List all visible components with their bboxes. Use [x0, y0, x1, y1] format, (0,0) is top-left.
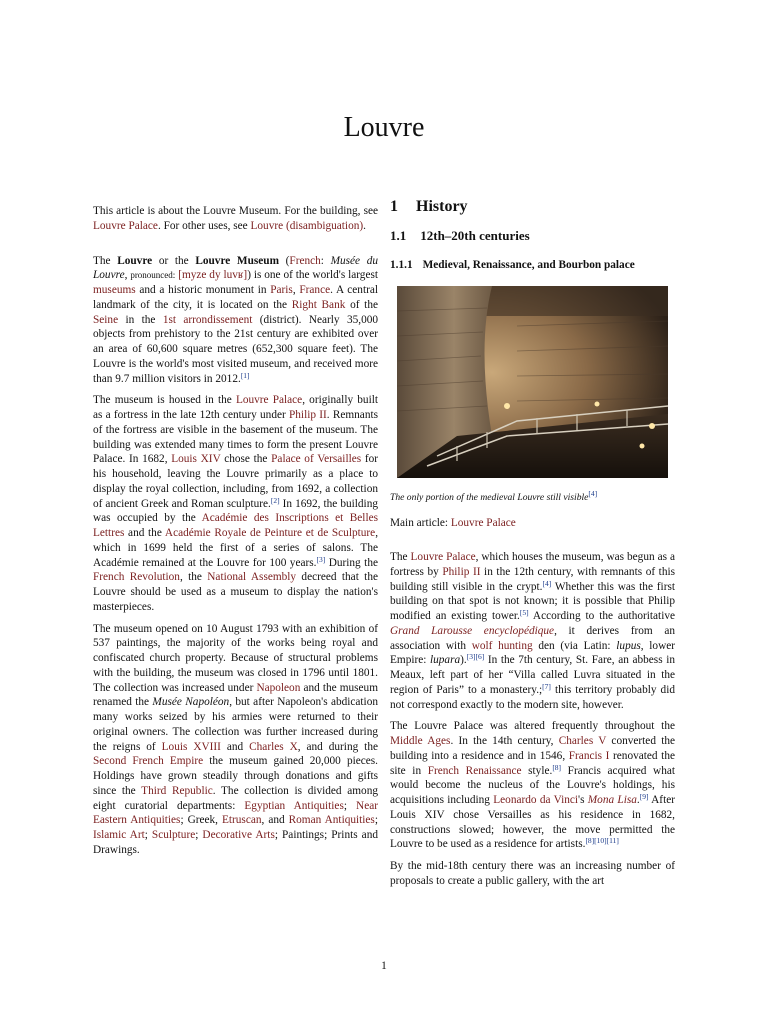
intro-paragraph: The Louvre or the Louvre Museum (French: Musée du Louvre, pronounced: [myze dy luvʁ]) is one of the world's largest museums and a historic monument in Paris, France. A central landmark of the city, it is located on the Right Bank of the Seine in the 1st arrondissement (district). Nearly 35,000 objects from prehistory to the 21st century are exhibited over an area of 60,600 square metres (652,300 square feet). The Louvre is the world's most visited museum, and received more than 9.7 million visitors in 2012.[1]	[93, 254, 379, 385]
link-charles-x[interactable]: Charles X	[249, 740, 298, 753]
ref-8[interactable]: [8]	[552, 762, 562, 772]
link-french[interactable]: French	[289, 254, 321, 267]
ref-8-10-11[interactable]: [8][10][11]	[585, 836, 619, 846]
link-louis-xiv[interactable]: Louis XIV	[171, 453, 221, 466]
subsubsection-heading-medieval: 1.1.1 Medieval, Renaissance, and Bourbon palace	[390, 258, 635, 271]
ref-7[interactable]: [7]	[542, 681, 551, 691]
main-article-note: Main article: Louvre Palace	[390, 517, 516, 530]
ref-3-6[interactable]: [3][6]	[466, 652, 485, 662]
link-egyptian-antiquities[interactable]: Egyptian Antiquities	[244, 799, 344, 812]
link-french-revolution[interactable]: French Revolution	[93, 571, 180, 584]
link-francis-i[interactable]: Francis I	[568, 749, 610, 762]
link-right-bank[interactable]: Right Bank	[291, 298, 346, 311]
right-column	[390, 200, 675, 896]
link-louvre-palace-3[interactable]: Louvre Palace	[410, 551, 476, 563]
link-leonardo-da-vinci[interactable]: Leonardo da Vinci	[493, 794, 579, 806]
palace-paragraph: The museum is housed in the Louvre Palace, originally built as a fortress in the late 12th century under Philip II. Remnants of the fortress are visible in the basement of the museum. The building was extended many times to form the present Louvre Palace. In 1682, Louis XIV chose the Palace of Versailles for his household, leaving the Louvre primarily as a place to display the royal collection, including, from 1692, a collection of ancient Greek and Roman sculpture.[2] In 1692, the building was occupied by the Académie des Inscriptions et Belles Lettres and the Académie Royale de Peinture et de Sculpture, which in 1699 held the first of a series of salons. The Académie remained at the Louvre for 100 years.[3] During the French Revolution, the National Assembly decreed that the Louvre should be used as a museum to display the nation's masterpieces.	[93, 394, 379, 613]
ref-4[interactable]: [4]	[542, 578, 552, 588]
link-sculpture[interactable]: Sculpture	[151, 829, 196, 841]
link-1st-arrondissement[interactable]: 1st arrondissement	[162, 313, 253, 326]
link-near-eastern-antiquities[interactable]: Near Eastern Antiquities	[93, 799, 378, 827]
ref-4-caption[interactable]: [4]	[588, 489, 598, 499]
hatnote: This article is about the Louvre Museum. For the building, see Louvre Palace. For other uses, see Louvre (disambiguation).	[93, 205, 378, 232]
link-wolf-hunting[interactable]: wolf hunting	[471, 639, 533, 652]
link-louvre-palace-2[interactable]: Louvre Palace	[235, 394, 303, 407]
figure-caption: The only portion of the medieval Louvre still visible[4]	[390, 489, 598, 504]
link-seine[interactable]: Seine	[93, 313, 119, 326]
link-louvre-palace[interactable]: Louvre Palace	[93, 219, 158, 232]
history-paragraph-2: The Louvre Palace was altered frequently throughout the Middle Ages. In the 14th century, Charles V converted the building into a residence and in 1546, Francis I renovated the site in French Renaissance style.[8] Francis acquired what would become the nucleus of the Louvre's holdings, his acquisitions including Leonardo da Vinci's Mona Lisa.[9] After Louis XIV chose Versailles as his residence in 1682, constructions slowed; however, the move permitted the Louvre to be used as a residence for artists.[8][10][11]	[390, 720, 676, 851]
link-islamic-art[interactable]: Islamic Art	[93, 829, 145, 841]
link-etruscan[interactable]: Etruscan	[221, 814, 262, 827]
link-academie-royale[interactable]: Académie Royale de Peinture et de Sculpture	[164, 527, 376, 539]
link-mona-lisa[interactable]: Mona Lisa	[587, 794, 637, 806]
link-national-assembly[interactable]: National Assembly	[207, 571, 297, 584]
left-column	[93, 204, 378, 865]
link-louis-xviii[interactable]: Louis XVIII	[161, 740, 221, 753]
link-paris[interactable]: Paris	[270, 284, 293, 296]
link-louvre-disambiguation[interactable]: Louvre (disambiguation)	[250, 219, 364, 232]
link-middle-ages[interactable]: Middle Ages	[390, 735, 451, 747]
link-museums[interactable]: museums	[93, 284, 136, 296]
link-academie-inscriptions[interactable]: Académie des Inscriptions et Belles Lettres	[93, 512, 378, 539]
link-main-article-louvre-palace[interactable]: Louvre Palace	[450, 517, 516, 530]
link-grand-larousse[interactable]: Grand Larousse encyclopédique	[390, 624, 555, 637]
link-decorative-arts[interactable]: Decorative Arts	[202, 829, 275, 841]
link-third-republic[interactable]: Third Republic	[141, 784, 213, 797]
ref-3[interactable]: [3]	[316, 554, 326, 564]
ref-9[interactable]: [9]	[639, 792, 649, 801]
link-roman-antiquities[interactable]: Roman Antiquities	[288, 814, 375, 827]
link-palace-of-versailles[interactable]: Palace of Versailles	[271, 453, 362, 466]
link-france[interactable]: France	[299, 284, 331, 296]
crypt-photo-illustration	[397, 286, 668, 478]
link-charles-v[interactable]: Charles V	[558, 735, 607, 747]
link-ipa[interactable]: [myze dy luvʁ]	[178, 269, 248, 282]
link-second-french-empire[interactable]: Second French Empire	[93, 755, 204, 768]
history-paragraph-1: The Louvre Palace, which houses the museum, was begun as a fortress by Philip II in the 12th century, with remnants of this building still visible in the crypt.[4] Whether this was the first building on that spot is not known; it is possible that Philip modified an existing tower.[5] According to the authoritative Grand Larousse encyclopédique, it derives from an association with wolf hunting den (via Latin: lupus, lower Empire: lupara).[3][6] In the 7th century, St. Fare, an abbess in Meaux, left part of her “Villa called Luvra situated in the region of Paris” to a monastery.;[7] this territory probably did not correspond exactly to the modern site, however.	[390, 551, 676, 711]
figure-medieval-louvre-photo	[397, 286, 668, 478]
link-philip-ii[interactable]: Philip II	[289, 409, 327, 421]
section-heading-history: 1 History	[390, 198, 468, 215]
history-paragraph-3: By the mid-18th century there was an increasing number of proposals to create a public gallery, with the art	[390, 860, 675, 887]
link-philip-ii-2[interactable]: Philip II	[442, 565, 481, 578]
ref-1[interactable]: [1]	[240, 370, 250, 380]
museum-paragraph: The museum opened on 10 August 1793 with an exhibition of 537 paintings, the majority of the works being royal and confiscated church property. Because of structural problems with the building, the museum was closed in 1796 until 1801. The collection was increased under Napoleon and the museum renamed the Musée Napoléon, but after Napoleon's abdication many works seized by his armies were returned to their original owners. The collection was further increased during the reigns of Louis XVIII and Charles X, and during the Second French Empire the museum gained 20,000 pieces. Holdings have grown steadily through donations and gifts since the Third Republic. The collection is divided among eight curatorial departments: Egyptian Antiquities; Near Eastern Antiquities; Greek, Etruscan, and Roman Antiquities; Islamic Art; Sculpture; Decorative Arts; Paintings; Prints and Drawings.	[93, 622, 378, 856]
ref-2[interactable]: [2]	[270, 495, 280, 505]
link-french-renaissance[interactable]: French Renaissance	[427, 764, 522, 777]
ref-5[interactable]: [5]	[519, 608, 529, 617]
link-napoleon[interactable]: Napoleon	[256, 681, 301, 694]
page-title: Louvre	[343, 112, 425, 143]
page-number: 1	[381, 960, 387, 972]
subsection-heading-centuries: 1.1 12th–20th centuries	[390, 227, 530, 243]
